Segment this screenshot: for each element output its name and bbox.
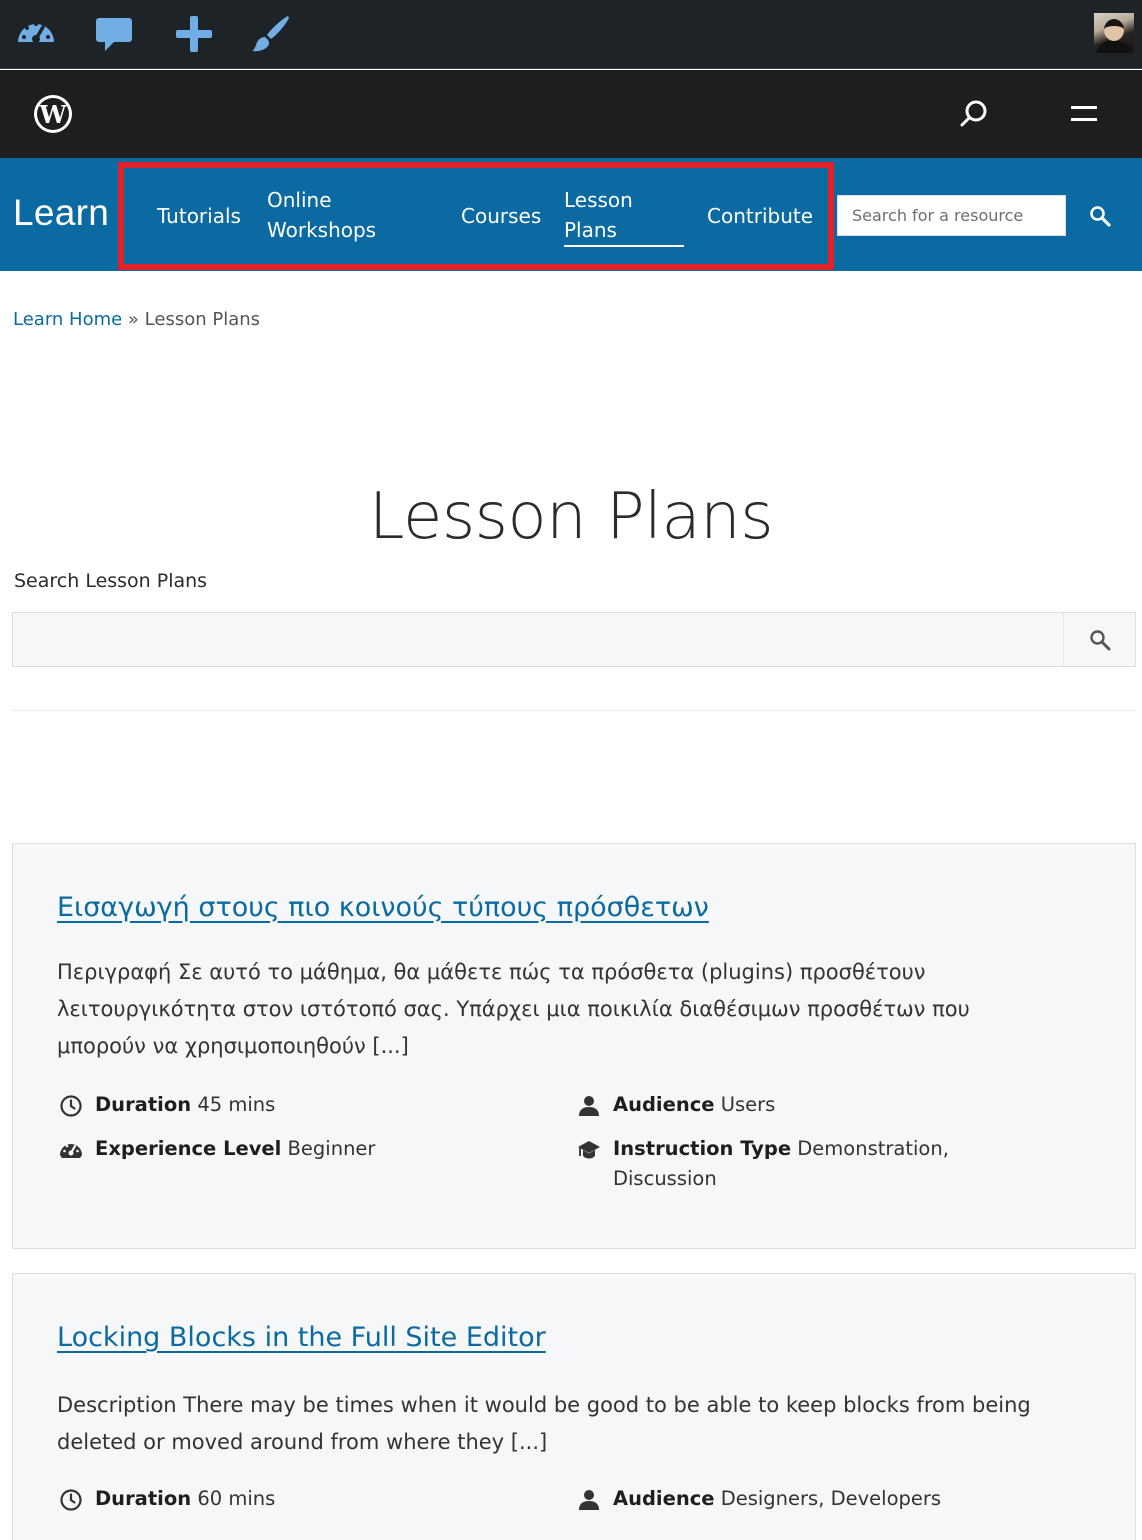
breadcrumb-separator: » — [127, 309, 139, 330]
meta-experience-level: Experience Level Beginner — [59, 1134, 539, 1164]
search-lesson-plans-label: Search Lesson Plans — [14, 570, 208, 592]
search-icon — [1088, 628, 1112, 652]
learn-title[interactable]: Learn — [13, 192, 110, 233]
plus-icon[interactable] — [172, 12, 216, 56]
search-icon[interactable] — [954, 94, 994, 134]
dashboard-icon — [59, 1138, 83, 1162]
nav-item-courses[interactable]: Courses — [461, 204, 542, 228]
site-header — [0, 70, 1142, 158]
lesson-plan-search-input[interactable] — [13, 613, 1063, 666]
breadcrumb — [13, 309, 260, 330]
dashboard-icon[interactable] — [14, 12, 58, 56]
nav-item-tutorials[interactable]: Tutorials — [157, 204, 241, 228]
meta-audience: Audience Designers, Developers — [577, 1484, 1077, 1514]
user-icon — [577, 1488, 601, 1512]
lesson-plan-title-link[interactable]: Locking Blocks in the Full Site Editor — [57, 1322, 546, 1353]
clock-icon — [59, 1488, 83, 1512]
wordpress-logo[interactable] — [31, 92, 75, 136]
lesson-plan-description: Περιγραφή Σε αυτό το μάθημα, θα μάθετε πώς τα πρόσθετα (plugins) προσθέτουν λειτουργικότητα στον ιστότοπό σας. Υπάρχει μια ποικιλία διαθέσιμων προσθέτων που μπορούν να χρησιμοποιηθούν [...] — [57, 960, 970, 1058]
admin-bar — [0, 0, 1142, 69]
lesson-plan-title-link[interactable]: Εισαγωγή στους πιο κοινούς τύπους πρόσθετων — [57, 892, 709, 923]
resource-search-button[interactable] — [1066, 195, 1133, 236]
meta-audience: Audience Users — [577, 1090, 1077, 1120]
breadcrumb-current: Lesson Plans — [144, 309, 261, 330]
divider — [12, 710, 1136, 711]
nav-item-contribute[interactable]: Contribute — [707, 204, 814, 228]
page-title: Lesson Plans — [368, 480, 774, 554]
svg-text:W: W — [39, 100, 67, 129]
clock-icon — [59, 1094, 83, 1118]
comment-icon[interactable] — [92, 12, 136, 56]
menu-icon[interactable] — [1064, 94, 1104, 134]
brush-icon[interactable] — [249, 12, 293, 56]
lesson-plan-card — [12, 843, 1136, 1249]
nav-item-lesson-plans[interactable]: Lesson Plans — [564, 185, 684, 247]
lesson-plan-search — [12, 612, 1136, 667]
resource-search — [837, 195, 1133, 236]
avatar[interactable] — [1094, 13, 1134, 53]
meta-duration: Duration 45 mins — [59, 1090, 539, 1120]
resource-search-input[interactable] — [837, 195, 1066, 236]
breadcrumb-home-link[interactable]: Learn Home — [13, 309, 123, 330]
meta-instruction-type: Instruction Type Demonstration, Discussion — [577, 1134, 1077, 1198]
search-icon — [1088, 204, 1112, 228]
lesson-plan-card — [12, 1273, 1136, 1540]
learn-nav-bar — [0, 158, 1142, 271]
lesson-plan-search-button[interactable] — [1063, 613, 1135, 666]
lesson-plan-description: Description There may be times when it would be good to be able to keep blocks from being deleted or moved around from where they [...] — [57, 1393, 1031, 1454]
meta-duration: Duration 60 mins — [59, 1484, 539, 1514]
nav-item-online-workshops[interactable]: Online Workshops — [267, 188, 377, 242]
user-icon — [577, 1094, 601, 1118]
graduation-cap-icon — [577, 1138, 601, 1162]
